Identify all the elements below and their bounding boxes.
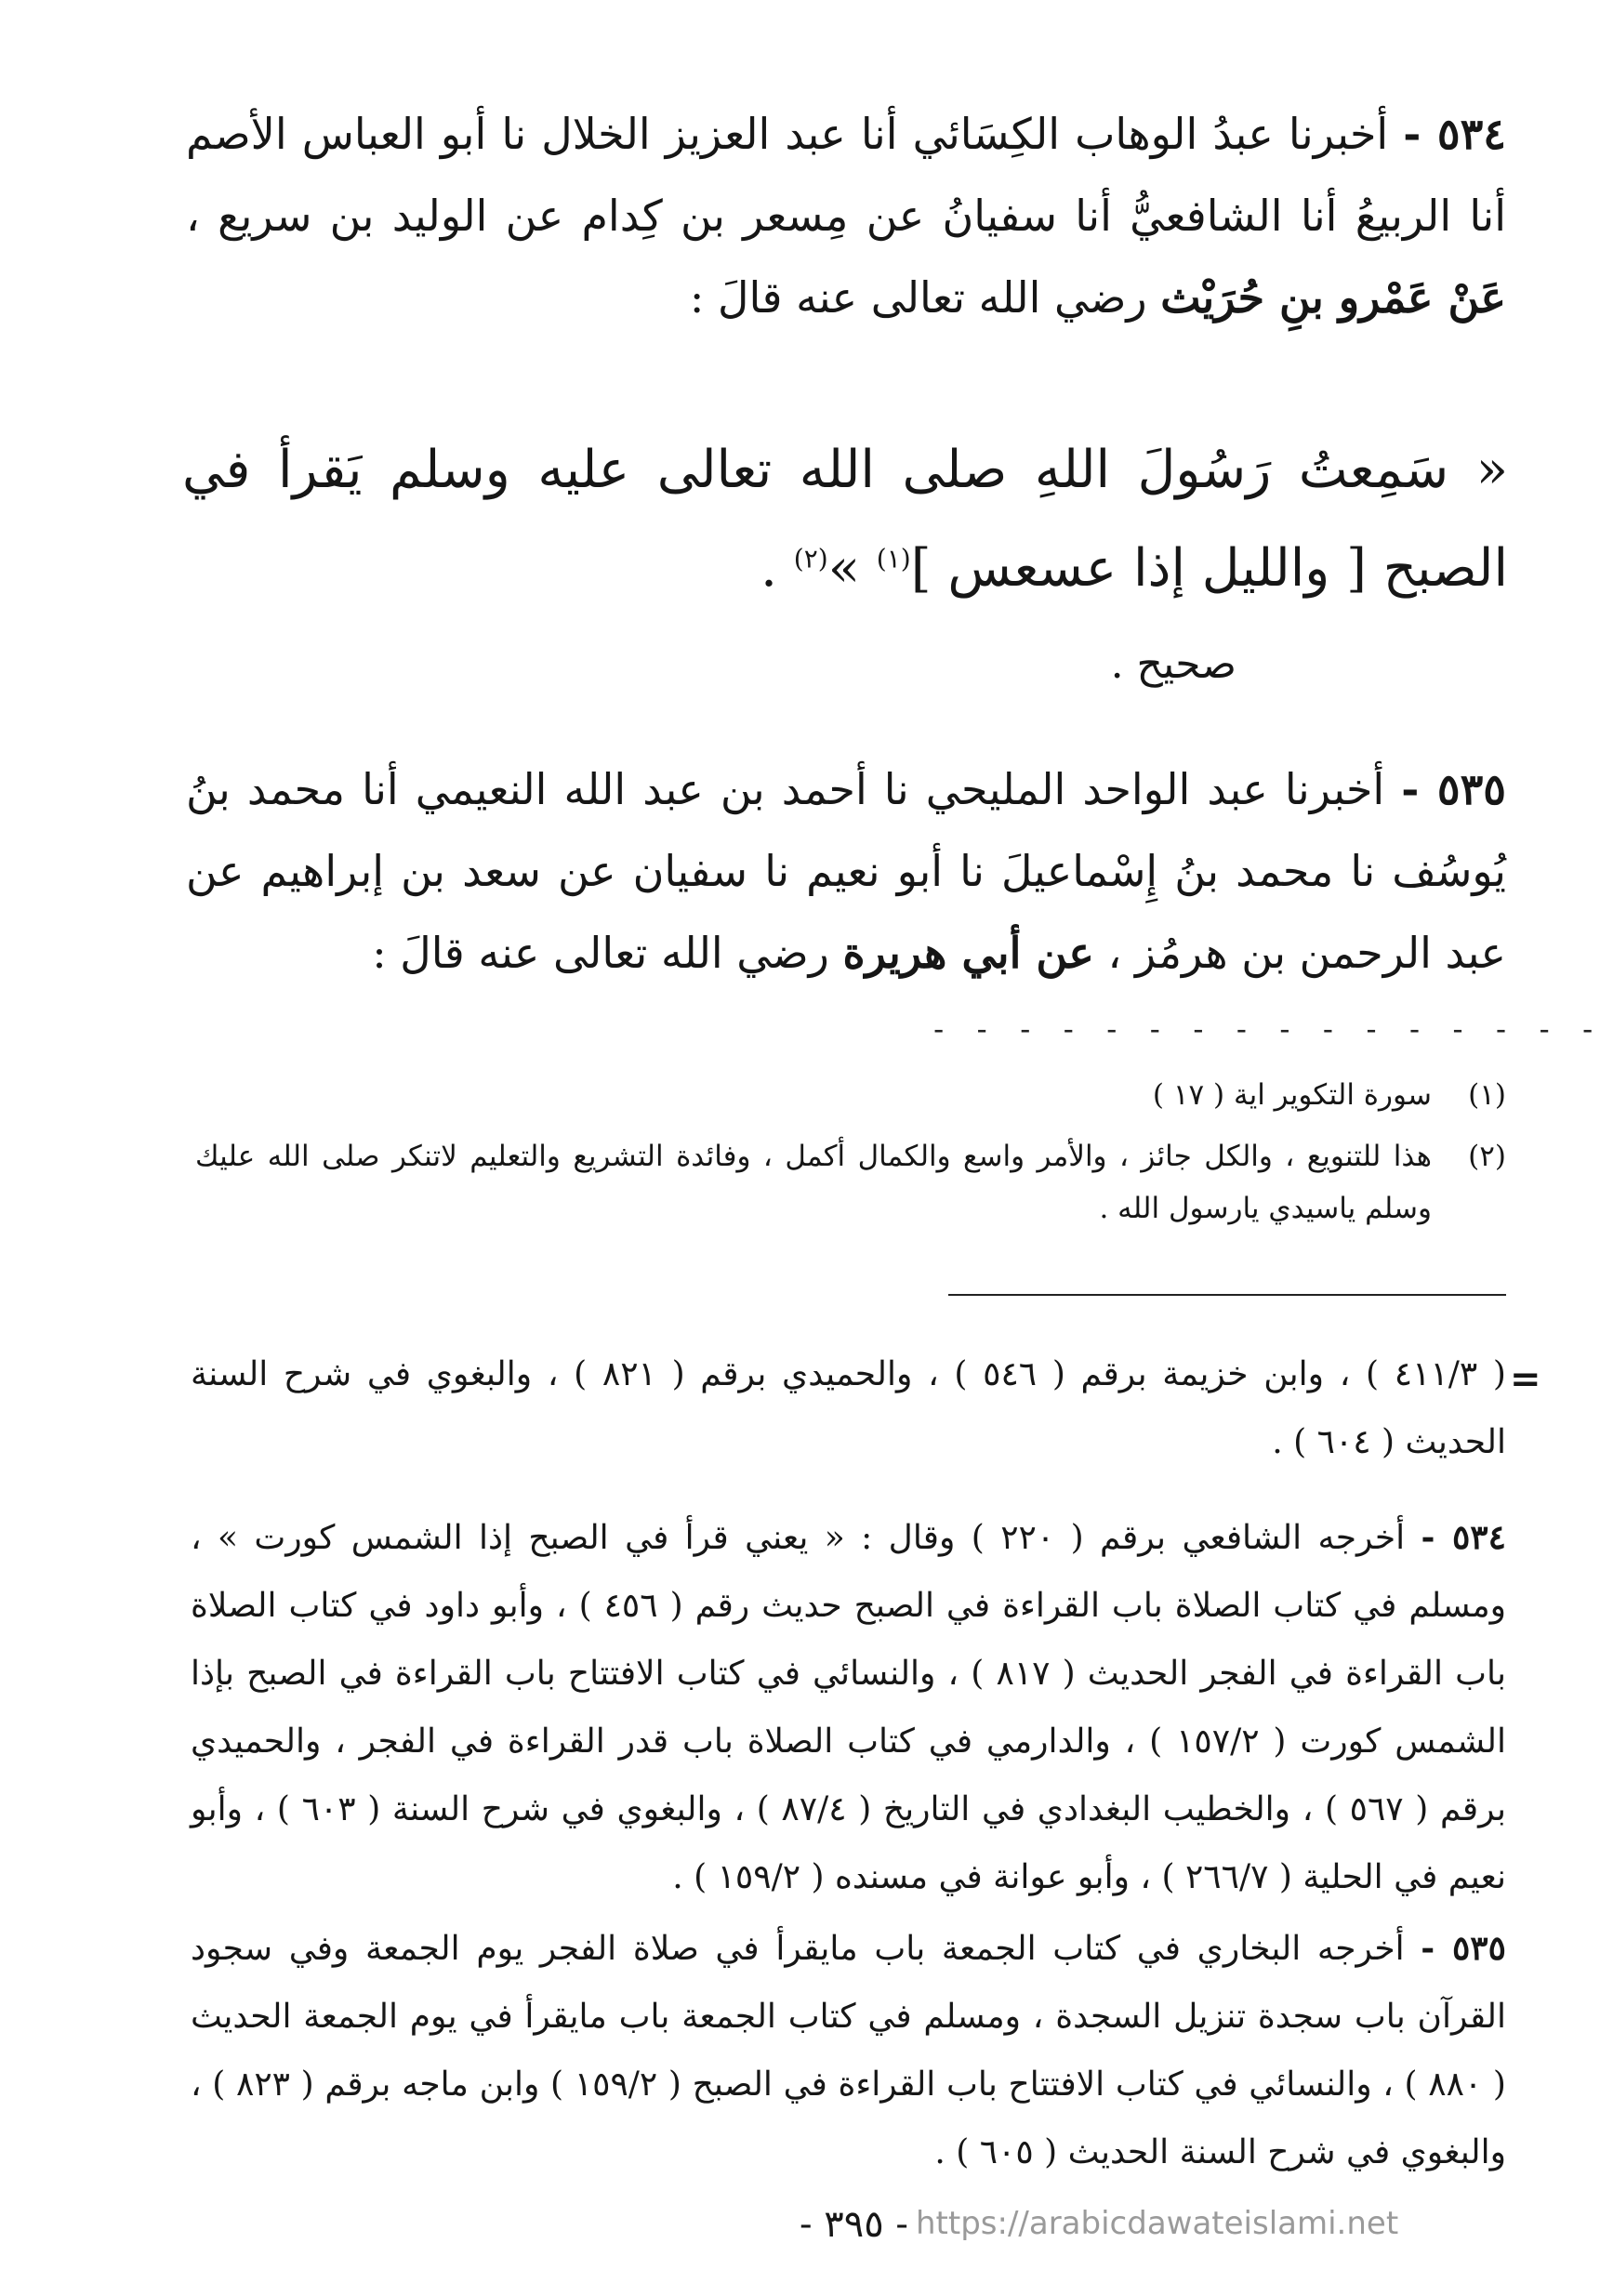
footnote-text: هذا للتنويع ، والكل جائز ، والأمر واسع والكمال أكمل ، وفائدة التشريع والتعليم لاتنكر صلى الله عليك وسلم ياسيدي يارسول الله . (195, 1140, 1432, 1225)
hadith-number: ٥٣٤ - (1403, 109, 1506, 159)
page-number: - ٣٩٥ - (800, 2203, 908, 2246)
narrator-name: عَنْ عَمْرو بنِ حُرَيْث (1160, 272, 1506, 323)
footnote-mark: (٢) (1468, 1140, 1506, 1173)
hadith-number: ٥٣٥ - (1401, 764, 1506, 814)
matn-end: . (760, 538, 777, 599)
isnad-text: أخبرنا عبد الواحد المليحي نا أحمد بن عبد الله النعيمي أنا محمد بنُ يُوسُف نا محمد بنُ إِسْماعيلَ نا أبو نعيم نا سفيان عن سعد بن إبراهيم عن عبد الرحمن بن هرمُز ، (186, 764, 1506, 978)
hadith-grade: صحيح . (1110, 640, 1236, 688)
footnotes (195, 1069, 1506, 1234)
takhrij-text: أخرجه البخاري في كتاب الجمعة باب مايقرأ في صلاة الفجر يوم الجمعة وفي سجود القرآن باب سجدة تنزيل السجدة ، ومسلم في كتاب الجمعة باب مايقرأ في يوم الجمعة الحديث ( ٨٨٠ ) ، والنسائي في كتاب الافتتاح باب القراءة في الصبح ( ١٥٩/٢ ) وابن ماجه برقم ( ٨٢٣ ) ، والبغوي في شرح السنة الحديث ( ٦٠٥ ) . (191, 1930, 1506, 2171)
footnote-text: سورة التكوير اية ( ١٧ ) (1152, 1078, 1432, 1112)
takhrij-text: أخرجه الشافعي برقم ( ٢٢٠ ) وقال : « يعني قرأ في الصبح إذا الشمس كورت » ، ومسلم في كتاب الصلاة باب القراءة في الصبح حديث رقم ( ٤٥٦ ) ، وأبو داود في كتاب الصلاة باب القراءة في الفجر الحديث ( ٨١٧ ) ، والنسائي في كتاب الافتتاح باب القراءة في الصبح بإذا الشمس كورت ( ١٥٧/٢ ) ، والدارمي في كتاب الصلاة باب قدر القراءة في الفجر ، والحميدي برقم ( ٥٦٧ ) ، والخطيب البغدادي في التاريخ ( ٨٧/٤ ) ، والبغوي في شرح السنة ( ٦٠٣ ) ، وأبو نعيم في الحلية ( ٢٦٦/٧ ) ، وأبو عوانة في مسنده ( ١٥٩/٢ ) . (191, 1519, 1507, 1896)
hadith-534-isnad (186, 93, 1506, 338)
watermark-url: https://arabicdawateislami.net (916, 2205, 1399, 2242)
hadith-534-matn (182, 421, 1508, 618)
solid-separator (948, 1294, 1506, 1296)
takhrij-number: ٥٣٤ - (1421, 1518, 1506, 1557)
footnote-item (195, 1069, 1506, 1121)
matn-text: « سَمِعتُ رَسُولَ اللهِ صلى الله تعالى عليه وسلم يَقرأ في الصبح [ والليل إذا عسعس ] (182, 440, 1508, 599)
takhrij-continuation: ( ٤١١/٣ ) ، وابن خزيمة برقم ( ٥٤٦ ) ، والحميدي برقم ( ٨٢١ ) ، والبغوي في شرح السنة الحديث ( ٦٠٤ ) . (191, 1355, 1506, 1461)
continuation-mark: = (1510, 1357, 1541, 1401)
takhrij-534 (191, 1504, 1506, 1911)
takhrij-number: ٥٣٥ - (1421, 1929, 1506, 1968)
footnote-ref-1: (١) (876, 543, 911, 574)
isnad-ending: رضي الله تعالى عنه قالَ : (689, 272, 1147, 323)
footnote-mark: (١) (1468, 1078, 1506, 1112)
footnote-ref-2: (٢) (793, 543, 828, 574)
isnad-text: أخبرنا عبدُ الوهاب الكِسَائي أنا عبد العزيز الخلال نا أبو العباس الأصم أنا الربيعُ أنا الشافعيُّ أنا سفيانُ عن مِسعر بن كِدام عن الوليد بن سريع ، (186, 109, 1506, 241)
matn-close-quote: » (827, 538, 860, 599)
takhrij-535 (191, 1915, 1506, 2186)
isnad-ending: رضي الله تعالى عنه قالَ : (372, 928, 829, 978)
narrator-name: عن أبي هريرة (842, 928, 1094, 978)
hadith-535-isnad (186, 748, 1506, 994)
dashed-separator: - - - - - - - - - - - - - - - - (930, 1011, 1600, 1047)
footnote-item (195, 1130, 1506, 1234)
